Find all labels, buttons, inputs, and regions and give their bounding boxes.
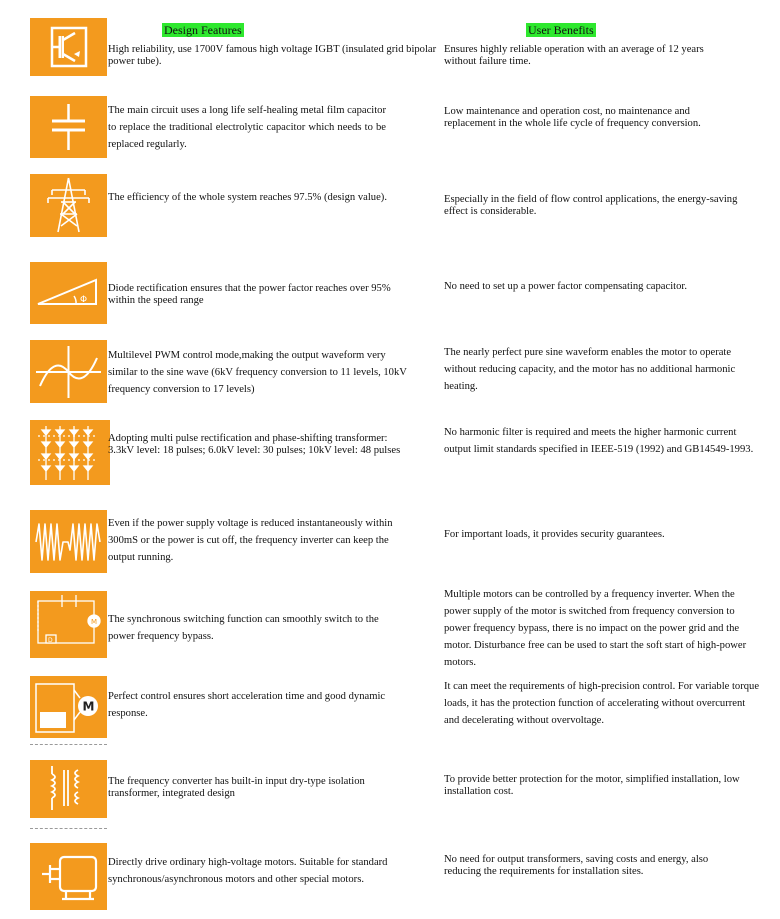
benefit-text-11: No need for output transformers, saving costs and energy, also reducing the requirements for installation sites. — [444, 854, 709, 877]
feature-text-11: Directly drive ordinary high-voltage motors. Suitable for standard synchronous/asynchronous motors and other special motors. — [108, 857, 388, 885]
benefit-text-3: Especially in the field of flow control applications, the energy-saving effect is considerable. — [444, 194, 738, 217]
bypass-switch-icon — [30, 591, 107, 658]
feature-text-1: High reliability, use 1700V famous high voltage IGBT (insulated grid bipolar power tube). — [108, 44, 437, 67]
feature-text-6 — [108, 433, 408, 457]
benefit-text-8: Multiple motors can be controlled by a frequency inverter. When the power supply of the motor is switched from frequency conversion to power frequency bypass, there is no impact on the power grid and the motor. Disturbance free can be used to start the soft start of high-power motors. — [444, 589, 747, 668]
feature-text-10: The frequency converter has built-in input dry-type isolation transformer, integrated design — [108, 776, 365, 799]
feature-text-5: Multilevel PWM control mode,making the output waveform very similar to the sine wave (6kV frequency conversion to 11 levels, 10kV frequency conversion to 17 levels) — [108, 350, 407, 395]
feature-text-9: Perfect control ensures short acceleration time and good dynamic response. — [108, 691, 386, 719]
feature-text-6-line-1: Adopting multi pulse rectification and phase-shifting transformer: — [108, 433, 388, 444]
capacitor-icon — [30, 96, 107, 158]
feature-text-4: Diode rectification ensures that the power factor reaches over 95% within the speed range — [108, 283, 391, 306]
isolation-transformer-icon — [30, 760, 107, 818]
benefit-text-6: No harmonic filter is required and meets the higher harmonic current output limit standards specified in IEEE-519 (1992) and GB14549-1993. — [444, 427, 754, 455]
benefit-text-9: It can meet the requirements of high-precision control. For variable torque loads, it has the protection function of accelerating without overcurrent and decelerating without overvoltage. — [444, 681, 760, 726]
feature-text-3: The efficiency of the whole system reaches 97.5% (design value). — [108, 192, 387, 203]
feature-text-7: Even if the power supply voltage is reduced instantaneously within 300mS or the power is cut off, the frequency inverter can keep the output running. — [108, 518, 393, 563]
user-benefits-header: User Benefits — [528, 23, 594, 37]
benefit-text-5: The nearly perfect pure sine waveform enables the motor to operate without reducing capacity, and the motor has no additional harmonic heating. — [444, 347, 736, 392]
voltage-waveform-icon — [30, 510, 107, 573]
motor-control-icon — [30, 676, 107, 738]
feature-text-2: The main circuit uses a long life self-healing metal film capacitor to replace the traditional electrolytic capacitor which needs to be replaced regularly. — [108, 105, 386, 150]
phi-label: Φ — [80, 295, 88, 305]
hv-motor-icon — [30, 843, 107, 910]
power-tower-icon — [30, 174, 107, 237]
feature-text-6-line-2: 3.3kV level: 18 pulses; 6.0kV level: 30 pulses; 10kV level: 48 pulses — [108, 445, 401, 456]
benefit-text-4: No need to set up a power factor compensating capacitor. — [444, 281, 687, 292]
power-factor-triangle-icon — [30, 262, 107, 324]
motor-letter: M — [82, 699, 95, 714]
benefit-text-2: Low maintenance and operation cost, no maintenance and replacement in the whole life cycle of frequency conversion. — [444, 106, 701, 129]
igbt-icon — [30, 18, 107, 76]
benefit-text-7: For important loads, it provides security guarantees. — [444, 529, 665, 540]
divider-dashed-1 — [30, 744, 107, 745]
benefit-text-10: To provide better protection for the motor, simplified installation, low installation cost. — [444, 774, 740, 797]
multi-pulse-rectifier-icon — [30, 420, 110, 485]
design-features-header: Design Features — [164, 23, 242, 37]
switch-box-letter: D — [48, 637, 53, 644]
feature-text-8: The synchronous switching function can smoothly switch to the power frequency bypass. — [108, 614, 379, 642]
benefit-text-1: Ensures highly reliable operation with an average of 12 years without failure time. — [444, 44, 704, 67]
divider-dashed-2 — [30, 828, 107, 829]
switch-motor-letter: M — [91, 618, 98, 626]
sine-wave-icon — [30, 340, 107, 403]
